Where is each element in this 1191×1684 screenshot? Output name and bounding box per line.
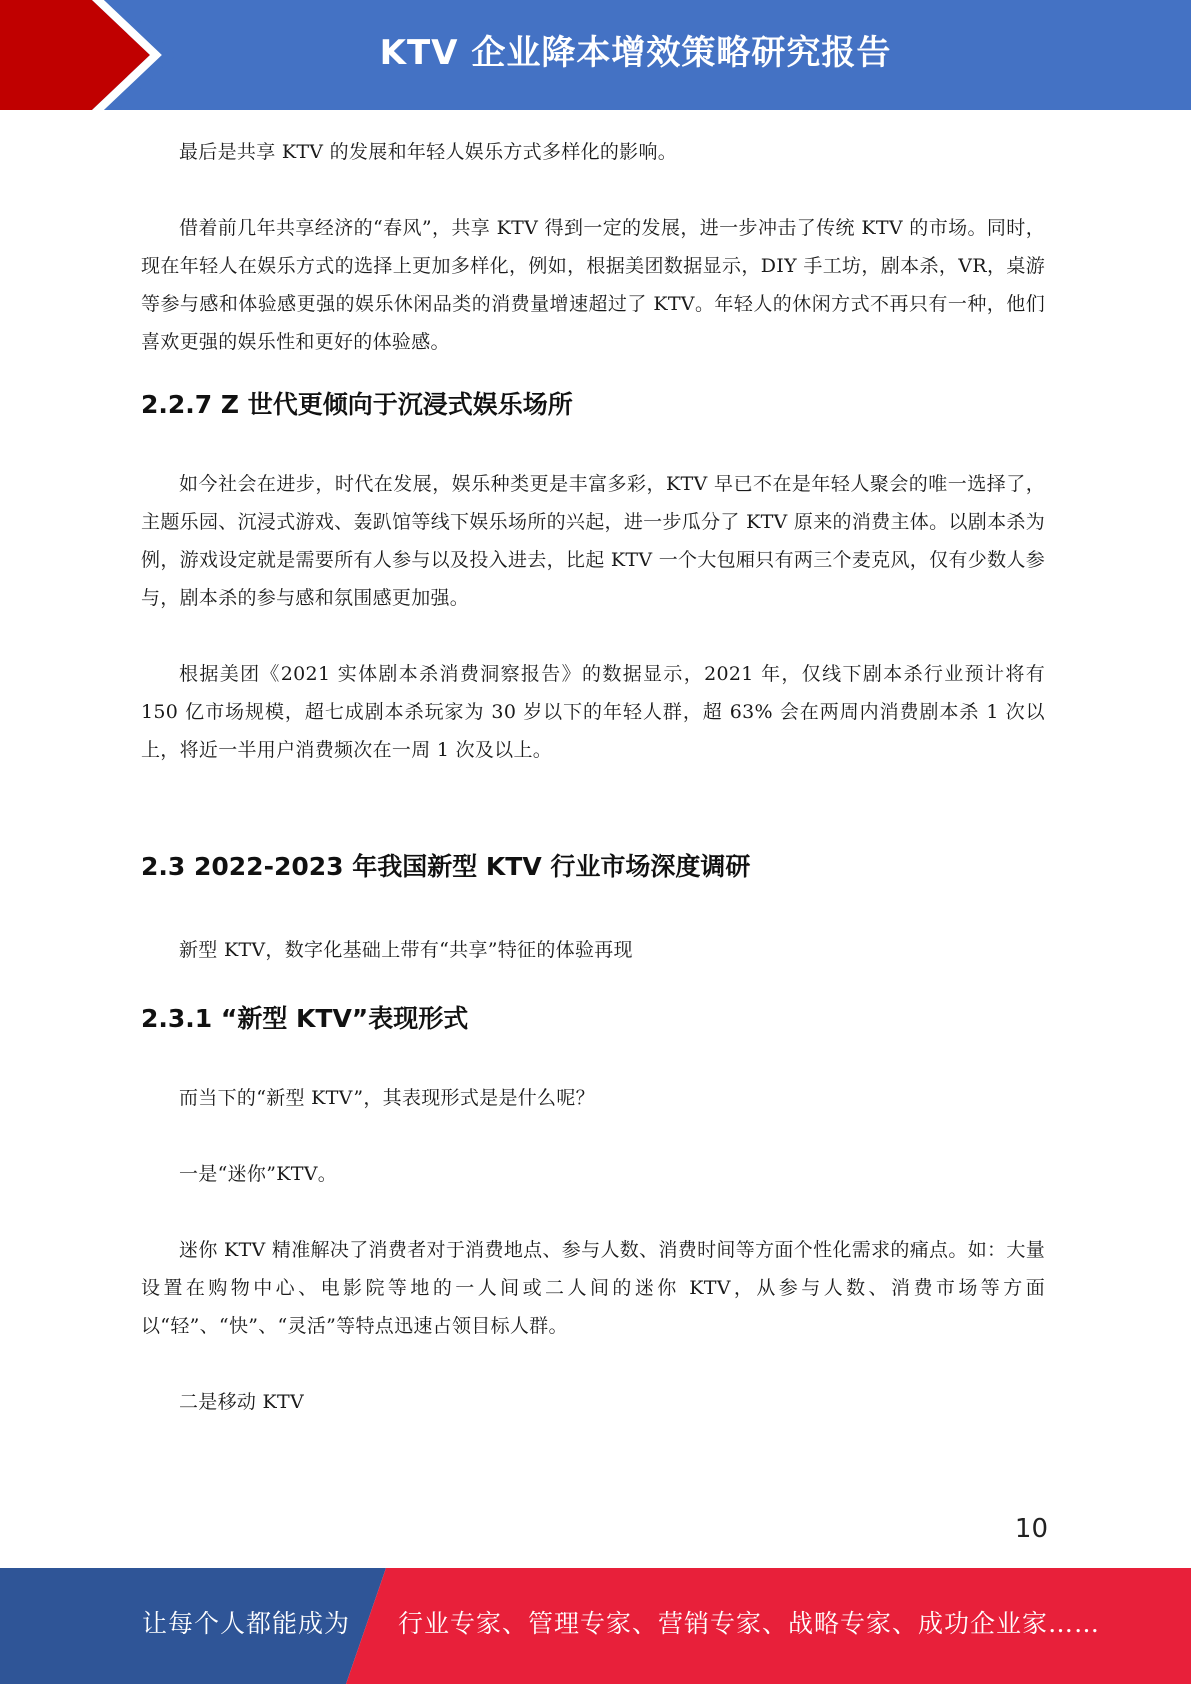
paragraph: 而当下的“新型 KTV”，其表现形式是是什么呢？: [179, 1087, 595, 1109]
page-footer: [0, 1568, 1191, 1684]
paragraph: 一是“迷你”KTV。: [179, 1163, 338, 1185]
paragraph: 借着前几年共享经济的“春风”，共享 KTV 得到一定的发展，进一步冲击了传统 KTV 的市场。同时，现在年轻人在娱乐方式的选择上更加多样化，例如，根据美团数据显示，DIY 手工坊，剧本杀，VR，桌游等参与感和体验感更强的娱乐休闲品类的消费量增速超过了 KTV。年轻人的休闲方式不再只有一种，他们喜欢更强的娱乐性和更好的体验感。: [141, 217, 1045, 353]
section-heading-2-2-7: 2.2.7 Z 世代更倾向于沉浸式娱乐场所: [141, 390, 573, 419]
paragraph: 如今社会在进步，时代在发展，娱乐种类更是丰富多彩，KTV 早已不在是年轻人聚会的唯一选择了，主题乐园、沉浸式游戏、轰趴馆等线下娱乐场所的兴起，进一步瓜分了 KTV 原来的消费主体。以剧本杀为例，游戏设定就是需要所有人参与以及投入进去，比起 KTV 一个大包厢只有两三个麦克风，仅有少数人参与，剧本杀的参与感和氛围感更加强。: [141, 473, 1045, 609]
page-header: [0, 0, 1191, 110]
footer-slogan-right: 行业专家、管理专家、营销专家、战略专家、成功企业家……: [398, 1609, 1101, 1638]
paragraph: 根据美团《2021 实体剧本杀消费洞察报告》的数据显示，2021 年，仅线下剧本杀行业预计将有 150 亿市场规模，超七成剧本杀玩家为 30 岁以下的年轻人群，超 63% 会在两周内消费剧本杀 1 次以上，将近一半用户消费频次在一周 1 次及以上。: [141, 663, 1045, 761]
paragraph: 二是移动 KTV: [179, 1391, 305, 1413]
page-number: 10: [1014, 1514, 1048, 1544]
paragraph: 新型 KTV，数字化基础上带有“共享”特征的体验再现: [179, 939, 633, 961]
paragraph: 最后是共享 KTV 的发展和年轻人娱乐方式多样化的影响。: [179, 141, 678, 163]
paragraph: 迷你 KTV 精准解决了消费者对于消费地点、参与人数、消费时间等方面个性化需求的痛点。如：大量设置在购物中心、电影院等地的一人间或二人间的迷你 KTV，从参与人数、消费市场等方面以“轻”、“快”、“灵活”等特点迅速占领目标人群。: [141, 1239, 1045, 1337]
footer-slogan-left: 让每个人都能成为: [142, 1609, 351, 1638]
section-heading-2-3: 2.3 2022-2023 年我国新型 KTV 行业市场深度调研: [141, 852, 751, 881]
document-title: KTV 企业降本增效策略研究报告: [379, 33, 892, 73]
page-body: [141, 128, 1045, 1421]
section-heading-2-3-1: 2.3.1 “新型 KTV”表现形式: [141, 1004, 469, 1033]
